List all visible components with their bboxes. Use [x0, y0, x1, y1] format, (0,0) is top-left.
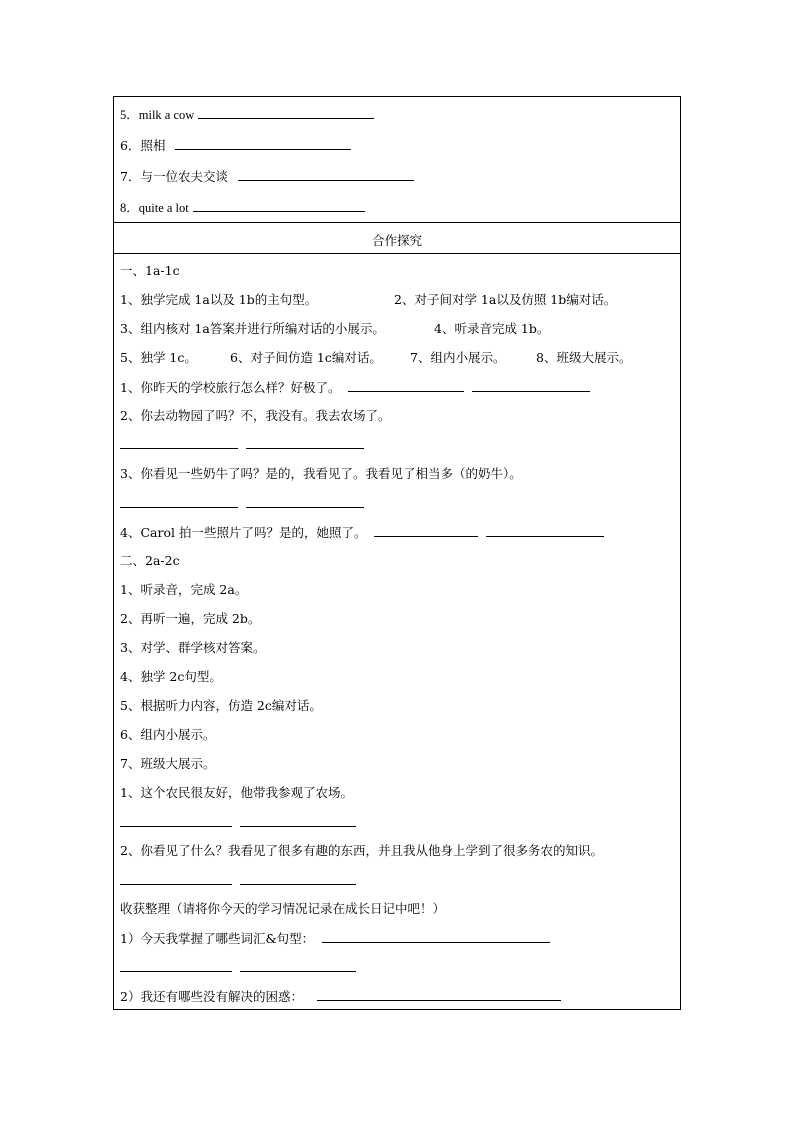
summary-question-1-answers: [120, 959, 356, 976]
summary-title: 收获整理（请将你今天的学习情况记录在成长日记中吧！）: [120, 901, 446, 916]
answer-blank[interactable]: [472, 379, 590, 392]
answer-blank[interactable]: [120, 436, 238, 449]
answer-blank[interactable]: [120, 495, 238, 508]
part2-question-2: 2、你看见了什么？我看见了很多有趣的东西，并且我从他身上学到了很多务农的知识。: [120, 843, 603, 858]
vocab-item-8: 8．quite a lot: [120, 199, 365, 216]
part2-step-3: 3、对学、群学核对答案。: [120, 640, 266, 655]
vocab-item-5: 5．milk a cow: [120, 106, 374, 123]
part2-step-5: 5、根据听力内容，仿造 2c编对话。: [120, 698, 322, 713]
vocab-section: [114, 97, 680, 223]
answer-blank[interactable]: [317, 988, 561, 1001]
part2-step-1: 1、听录音，完成 2a。: [120, 582, 248, 597]
part2-step-2: 2、再听一遍，完成 2b。: [120, 611, 261, 626]
answer-blank[interactable]: [120, 814, 232, 827]
part2-question-1-answers: [120, 814, 356, 831]
answer-blank[interactable]: [120, 872, 232, 885]
answer-blank[interactable]: [240, 959, 356, 972]
part1-question-2: 2、你去动物园了吗？不，我没有。我去农场了。: [120, 408, 391, 423]
part2-question-1: 1、这个农民很友好，他带我参观了农场。: [120, 785, 353, 800]
answer-blank[interactable]: [240, 872, 356, 885]
part1-question-3: 3、你看见一些奶牛了吗？是的，我看见了。我看见了相当多（的奶牛）。: [120, 466, 522, 481]
vocab-item-7: 7．与一位农夫交谈: [120, 168, 414, 185]
answer-blank[interactable]: [238, 168, 414, 181]
answer-blank[interactable]: [322, 930, 550, 943]
part1-question-1: 1、你昨天的学校旅行怎么样？好极了。: [120, 379, 590, 396]
summary-question-1: 1）今天我掌握了哪些词汇&句型：: [120, 930, 550, 947]
answer-blank[interactable]: [120, 959, 232, 972]
part2-step-4: 4、独学 2c句型。: [120, 669, 222, 684]
answer-blank[interactable]: [348, 379, 464, 392]
answer-blank[interactable]: [486, 524, 604, 537]
part2-step-7: 7、班级大展示。: [120, 756, 216, 771]
part2-step-6: 6、组内小展示。: [120, 727, 216, 742]
part2-question-2-answers: [120, 872, 356, 889]
answer-blank[interactable]: [198, 106, 374, 119]
answer-blank[interactable]: [240, 814, 356, 827]
section-title-row: [114, 223, 680, 254]
part1-steps-row-3: 5、独学 1c。 6、对子间仿造 1c编对话。 7、组内小展示。 8、班级大展示。: [120, 350, 632, 365]
answer-blank[interactable]: [374, 524, 478, 537]
section-title: 合作探究: [371, 233, 422, 248]
part1-question-3-answers: [120, 495, 364, 512]
answer-blank[interactable]: [246, 495, 364, 508]
part1-steps-row-1: 1、独学完成 1a以及 1b的主句型。 2、对子间对学 1a以及仿照 1b编对话。: [120, 292, 617, 307]
answer-blank[interactable]: [193, 199, 365, 212]
summary-question-2: 2）我还有哪些没有解决的困惑：: [120, 988, 561, 1005]
answer-blank[interactable]: [246, 436, 364, 449]
answer-blank[interactable]: [175, 137, 351, 150]
vocab-item-6: 6．照相: [120, 137, 351, 154]
part1-steps-row-2: 3、组内核对 1a答案并进行所编对话的小展示。 4、听录音完成 1b。: [120, 321, 550, 336]
part2-heading: 二、2a-2c: [120, 553, 180, 568]
worksheet-table: [113, 96, 681, 1010]
part1-heading: 一、1a-1c: [120, 263, 180, 278]
part1-question-2-answers: [120, 436, 364, 453]
part1-question-4: 4、Carol 拍一些照片了吗？是的，她照了。: [120, 524, 604, 541]
